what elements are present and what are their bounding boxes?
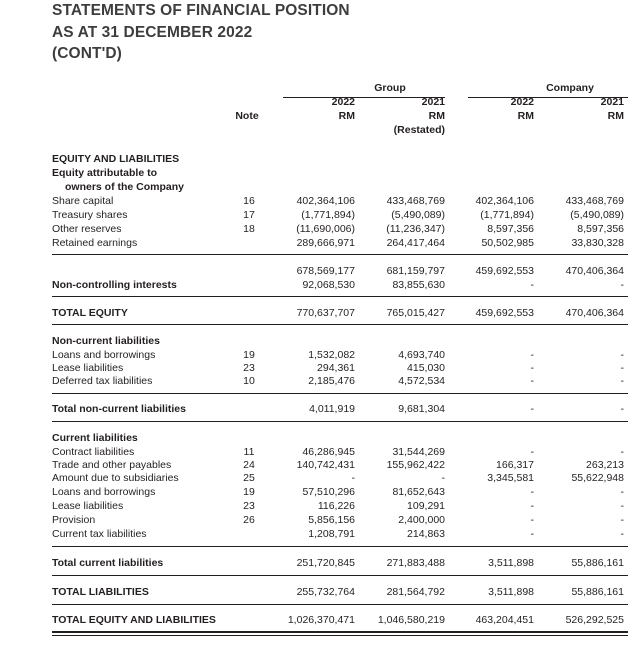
group-2022-value: 770,637,707 (296, 307, 355, 319)
row-label: Treasury shares (52, 209, 128, 221)
company-2021-value: - (620, 514, 624, 526)
row-label: Provision (52, 514, 96, 526)
group-2021-value: 31,544,269 (392, 446, 445, 458)
group-2021-value: 2,400,000 (398, 514, 445, 526)
company-2022-value: - (530, 528, 534, 540)
company-2022-value: 459,692,553 (475, 307, 534, 319)
group-2022-unit: RM (338, 110, 355, 122)
company-2021-value: 470,406,364 (565, 265, 624, 277)
group-2022-value: 46,286,945 (302, 446, 355, 458)
group-2021-value: 4,572,534 (398, 375, 445, 387)
row-note: 23 (243, 362, 255, 374)
company-2022-value: 8,597,356 (487, 223, 534, 235)
non-current-liabilities-heading: Non-current liabilities (52, 335, 160, 347)
row-label: Lease liabilities (52, 500, 124, 512)
company-2022-year: 2022 (510, 96, 534, 108)
group-2022-value: 2,185,476 (308, 375, 355, 387)
group-2022-value: 1,026,370,471 (287, 614, 355, 626)
group-2021-value: 765,015,427 (386, 307, 445, 319)
company-2022-value: 166,317 (496, 459, 534, 471)
divider (52, 546, 628, 547)
company-2022-value: - (530, 486, 534, 498)
row-note: 24 (243, 459, 255, 471)
divider (52, 575, 628, 576)
company-2022-value: (1,771,894) (480, 209, 534, 221)
group-2021-value: 264,417,464 (386, 237, 445, 249)
divider (52, 324, 628, 325)
row-label: Loans and borrowings (52, 486, 156, 498)
group-2021-value: 433,468,769 (386, 195, 445, 207)
company-2021-value: - (620, 528, 624, 540)
divider (52, 604, 628, 605)
divider (52, 393, 628, 394)
row-note: 16 (243, 195, 255, 207)
company-2021-value: 55,622,948 (571, 472, 624, 484)
group-2022-value: 116,226 (317, 500, 355, 512)
group-2022-value: 678,569,177 (296, 265, 355, 277)
company-2022-value: - (530, 446, 534, 458)
company-2021-value: 470,406,364 (565, 307, 624, 319)
company-2022-value: - (530, 403, 534, 415)
group-2022-value: 1,532,082 (308, 349, 355, 361)
group-2022-value: 140,742,431 (296, 459, 355, 471)
row-note: 26 (243, 514, 255, 526)
group-2022-value: 251,720,845 (296, 557, 355, 569)
company-2021-unit: RM (607, 110, 624, 122)
row-note: 19 (243, 486, 255, 498)
company-2022-value: - (530, 500, 534, 512)
company-2021-year: 2021 (600, 96, 624, 108)
double-rule-top (52, 631, 628, 633)
row-label: Loans and borrowings (52, 349, 156, 361)
group-2021-value: 4,693,740 (398, 349, 445, 361)
group-2021-value: (11,236,347) (386, 223, 445, 235)
company-2021-value: - (620, 500, 624, 512)
group-2021-value: (5,490,089) (391, 209, 445, 221)
group-2021-year: 2021 (421, 96, 445, 108)
group-2022-value: 4,011,919 (309, 403, 355, 415)
row-label: Total non-current liabilities (52, 403, 186, 415)
row-note: 19 (243, 349, 255, 361)
company-2021-value: 55,886,161 (571, 586, 624, 598)
row-label: Amount due to subsidiaries (52, 472, 179, 484)
group-2022-value: (11,690,006) (296, 223, 355, 235)
row-label: Contract liabilities (52, 446, 135, 458)
current-liabilities-heading: Current liabilities (52, 432, 138, 444)
company-2021-value: 263,213 (586, 459, 624, 471)
group-2022-value: 289,666,971 (296, 237, 355, 249)
row-note: 23 (243, 500, 255, 512)
row-label: Non-controlling interests (52, 279, 177, 291)
group-2022-value: 57,510,296 (302, 486, 355, 498)
row-label: Total current liabilities (52, 557, 164, 569)
company-2022-value: - (530, 375, 534, 387)
company-2022-value: 402,364,106 (475, 195, 534, 207)
group-2022-year: 2022 (331, 96, 355, 108)
row-note: 11 (243, 446, 255, 458)
group-2021-value: 155,962,422 (386, 459, 445, 471)
row-label: Retained earnings (52, 237, 138, 249)
divider (52, 421, 628, 422)
company-2021-value: - (620, 349, 624, 361)
company-2022-unit: RM (517, 110, 534, 122)
row-label: TOTAL EQUITY AND LIABILITIES (52, 614, 216, 626)
company-2022-value: 3,511,898 (488, 586, 534, 598)
company-2021-value: - (620, 279, 624, 291)
company-2022-value: 459,692,553 (475, 265, 534, 277)
group-2021-value: 9,681,304 (398, 403, 445, 415)
company-2021-value: 8,597,356 (577, 223, 624, 235)
group-2021-value: 281,564,792 (386, 586, 445, 598)
group-2022-value: 255,732,764 (296, 586, 355, 598)
equity-attributable-line1: Equity attributable to (52, 167, 157, 179)
page-title-line2: AS AT 31 DECEMBER 2022 (52, 24, 253, 41)
note-header: Note (235, 110, 259, 122)
row-label: Current tax liabilities (52, 528, 147, 540)
equity-liabilities-heading: EQUITY AND LIABILITIES (52, 153, 180, 165)
company-2021-value: 526,292,525 (565, 614, 624, 626)
group-2021-value: 214,863 (407, 528, 445, 540)
company-2021-value: 433,468,769 (565, 195, 624, 207)
double-rule-bottom (52, 635, 628, 636)
group-2021-restated: (Restated) (393, 124, 445, 136)
company-2022-value: - (530, 362, 534, 374)
company-2021-value: - (620, 362, 624, 374)
company-2021-value: - (620, 446, 624, 458)
divider (52, 296, 628, 297)
group-2021-unit: RM (428, 110, 445, 122)
row-label: TOTAL EQUITY (52, 307, 128, 319)
row-label: Deferred tax liabilities (52, 375, 153, 387)
company-2021-value: (5,490,089) (570, 209, 624, 221)
row-label: Trade and other payables (52, 459, 172, 471)
group-2021-value: 109,291 (407, 500, 445, 512)
equity-attributable-line2: owners of the Company (65, 181, 185, 193)
company-2021-value: - (620, 403, 624, 415)
company-2021-value: - (620, 375, 624, 387)
company-2022-value: 50,502,985 (481, 237, 534, 249)
group-2021-value: 1,046,580,219 (377, 614, 445, 626)
row-note: 25 (243, 472, 255, 484)
row-label: Lease liabilities (52, 362, 124, 374)
row-note: 18 (243, 223, 255, 235)
group-2022-value: 92,068,530 (302, 279, 355, 291)
company-2022-value: 3,345,581 (487, 472, 534, 484)
group-2022-value: 402,364,106 (296, 195, 355, 207)
group-2022-value: 294,361 (317, 362, 355, 374)
group-2022-value: (1,771,894) (301, 209, 355, 221)
group-2022-value: 5,856,156 (308, 514, 355, 526)
group-header: Group (374, 82, 406, 94)
group-2021-value: 271,883,488 (386, 557, 445, 569)
company-2022-value: 3,511,898 (488, 557, 534, 569)
group-2022-value: 1,208,791 (308, 528, 355, 540)
company-2021-value: 55,886,161 (571, 557, 624, 569)
company-2022-value: - (530, 514, 534, 526)
group-2021-value: - (441, 472, 445, 484)
company-2021-value: - (620, 486, 624, 498)
group-2021-value: 81,652,643 (392, 486, 445, 498)
row-note: 10 (243, 375, 255, 387)
row-label: Other reserves (52, 223, 122, 235)
company-header: Company (546, 82, 594, 94)
row-note: 17 (243, 209, 255, 221)
page-title-line3: (CONT'D) (52, 45, 122, 62)
group-2021-value: 83,855,630 (392, 279, 445, 291)
row-label: TOTAL LIABILITIES (52, 586, 149, 598)
company-2022-value: 463,204,451 (475, 614, 534, 626)
company-2022-value: - (530, 279, 534, 291)
group-2022-value: - (351, 472, 355, 484)
company-2021-value: 33,830,328 (571, 237, 624, 249)
row-label: Share capital (52, 195, 114, 207)
group-2021-value: 681,159,797 (386, 265, 445, 277)
divider (52, 254, 628, 255)
group-2021-value: 415,030 (407, 362, 445, 374)
page-title-line1: STATEMENTS OF FINANCIAL POSITION (52, 2, 350, 19)
company-2022-value: - (530, 349, 534, 361)
